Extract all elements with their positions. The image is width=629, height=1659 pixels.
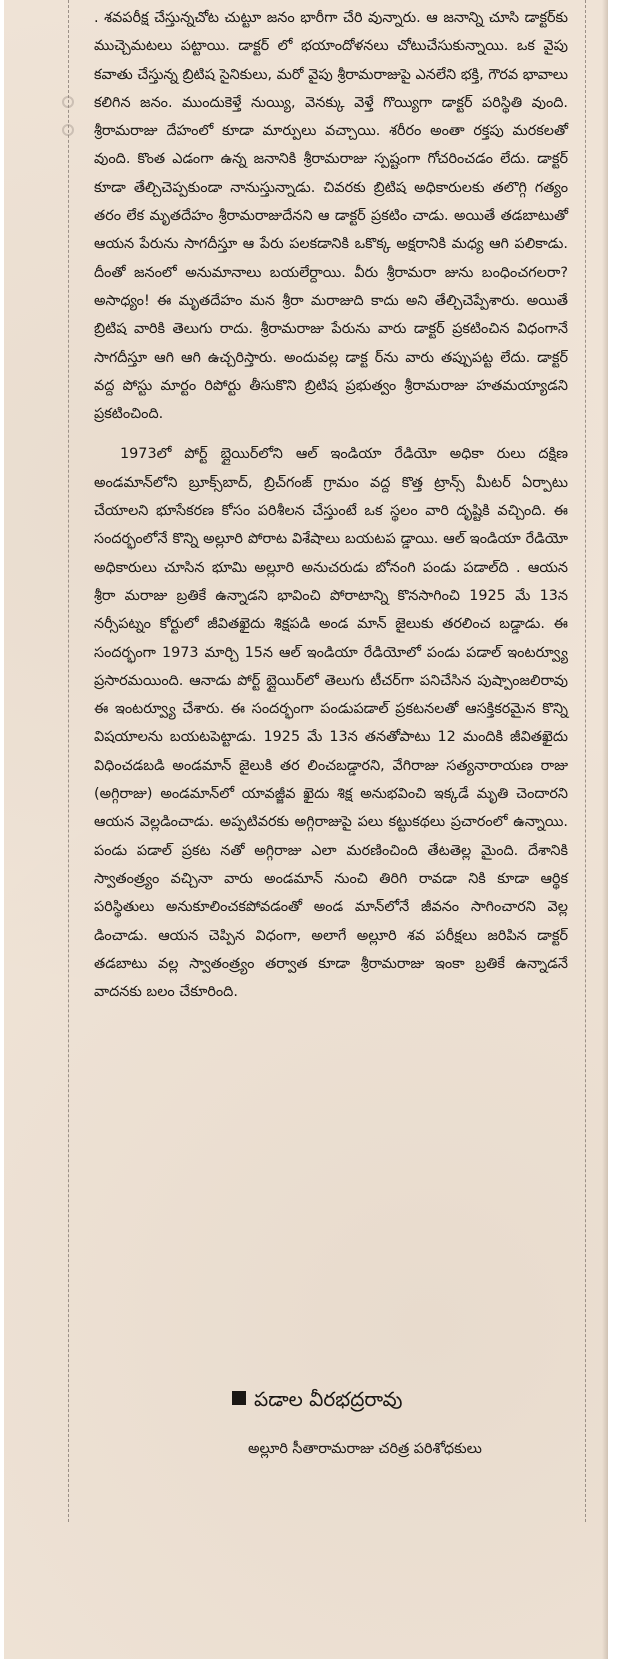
faint-margin-mark: [62, 124, 74, 136]
article-paragraph-1: . శవపరీక్ష చేస్తున్నచోట చుట్టూ జనం భారీగా చేరి వున్నారు. ఆ జనాన్ని చూసి డాక్టర్‌కు ముచ్చెమటలు పట్టాయి. డాక్టర్ లో భయాందోళనలు చోటుచేసుకున్నాయి. ఒక వైపు కవాతు చేస్తున్న బ్రిటిష సైనికులు, మరో వైపు శ్రీరామరాజుపై ఎనలేని భక్తి, గౌరవ భావాలు కలిగిన జనం. ముందుకెళ్తే నుయ్యి, వెనక్కు వెళ్తే గొయ్యిగా డాక్టర్ పరిస్థితి వుంది. శ్రీరామరాజు దేహంలో కూడా మార్పులు వచ్చాయి. శరీరం అంతా రక్తపు మరకలతో వుంది. కొంత ఎడంగా ఉన్న జనానికి శ్రీరామరాజు స్పష్టంగా గోచరించడం లేదు. డాక్టర్ కూడా తేల్చిచెప్పకుండా నానుస్తున్నాడు. చివరకు బ్రిటిష అధికారులకు తలొగ్గి గత్యం తరం లేక మృతదేహం శ్రీరామరాజుదేనని ఆ డాక్టర్ ప్రకటిం చాడు. అయితే తడబాటుతో ఆయన పేరును సాగదీస్తూ ఆ పేరు పలకడానికి ఒకొక్క అక్షరానికి మధ్య ఆగి పలికాడు. దీంతో జనంలో అనుమానాలు బయలేర్దాయి. వీరు శ్రీరామరా జును బంధించగలరా? అసాధ్యం! ఈ మృతదేహం మన శ్రీరా మరాజుది కాదు అని తేల్చిచెప్పేశారు. అయితే బ్రిటిష వారికి తెలుగు రాదు. శ్రీరామరాజు పేరును వారు డాక్టర్ ప్రకటించిన విధంగానే సాగదీస్తూ ఆగి ఆగి ఉచ్చరిస్తారు. అందువల్ల డాక్ట ర్‌ను వారు తప్పుపట్ట లేదు. డాక్టర్ వద్ద పోస్టు మార్టం రిపోర్టు తీసుకొని బ్రిటిష ప్రభుత్వం శ్రీరామరాజు హతమయ్యాడని ప్రకటించింది.: [94, 10, 568, 423]
article-body: [94, 4, 568, 1018]
byline-square-icon: [232, 1391, 246, 1405]
clipping-edge-shadow: [602, 0, 608, 1659]
author-name: పడాల వీరభద్రరావు: [254, 1387, 403, 1411]
faint-margin-mark: [62, 96, 74, 108]
byline: [232, 1385, 572, 1413]
column-rule-left: [68, 0, 69, 1522]
article-paragraph-2: 1973లో పోర్ట్ బ్లైయిర్‌లోని ఆల్ ఇండియా రేడియో అధికా రులు దక్షిణ అండమాన్‌లోని బ్రూక్స్‌బాద్, బ్రిచ్‌గంజ్ గ్రామం వద్ద కొత్త ట్రాన్స్ మీటర్ ఏర్పాటు చేయాలని భూసేకరణ కోసం పరిశీలన చేస్తుంటే ఒక స్థలం వారి దృష్టికి వచ్చింది. ఈ సందర్భంలోనే కొన్ని అల్లూరి పోరాట విశేషాలు బయటప డ్డాయి. ఆల్ ఇండియా రేడియో అధికారులు చూసిన భూమి అల్లూరి అనుచరుడు బోనంగి పండు పడాల్‌ది . ఆయన శ్రీరా మరాజు బ్రతికే ఉన్నాడని భావించి పోరాటాన్ని కొనసాగించి 1925 మే 13న నర్సీపట్నం కోర్టులో జీవితఖైదు శిక్షపడి అండ మాన్ జైలుకు తరలించ బడ్డాడు. ఈ సందర్భంగా 1973 మార్చి 15న ఆల్ ఇండియా రేడియోలో పండు పడాల్ ఇంటర్వ్యూ ప్రసారమయింది. ఆనాడు పోర్ట్ బ్లైయిర్‌లో తెలుగు టీచర్‌గా పనిచేసిన పుష్పాంజలిరావు ఈ ఇంటర్వ్యూ చేశారు. ఈ సందర్భంగా పండుపడాల్ ప్రకటనలతో ఆసక్తికరమైన కొన్ని విషయాలను బయటపెట్టాడు. 1925 మే 13న తనతోపాటు 12 మందికి జీవితఖైదు విధించడబడి అండమాన్ జైలుకి తర లించబడ్డారని, వేగిరాజు సత్యనారాయణ రాజు (అగ్గిరాజు) అండమాన్‌లో యావజ్జీవ ఖైదు శిక్ష అనుభవించి ఇక్కడే మృతి చెందారని ఆయన వెల్లడించాడు. అప్పటివరకు అగ్గిరాజుపై పలు కట్టుకథలు ప్రచారంలో ఉన్నాయి. పండు పడాల్ ప్రకట నతో అగ్గిరాజు ఎలా మరణించింది తేటతెల్ల మైంది. దేశానికి స్వాతంత్ర్యం వచ్చినా వారు అండమాన్ నుంచి తిరిగి రావడా నికి కూడా ఆర్థిక పరిస్థితులు అనుకూలించకపోవడంతో అండ మాన్‌లోనే జీవనం సాగించారని వెల్ల డించాడు. ఆయన చెప్పిన విధంగా, అలాగే అల్లూరి శవ పరీక్షలు జరిపిన డాక్టర్ తడబాటు వల్ల స్వాతంత్ర్యం తర్వాత కూడా శ్రీరామరాజు ఇంకా బ్రతికే ఉన్నాడనే వాదనకు బలం చేకూరింది.: [94, 446, 568, 1001]
author-affiliation: అల్లూరి సీతారామరాజు చరిత్ర పరిశోధకులు: [248, 1441, 482, 1457]
column-rule-right: [585, 0, 586, 1522]
